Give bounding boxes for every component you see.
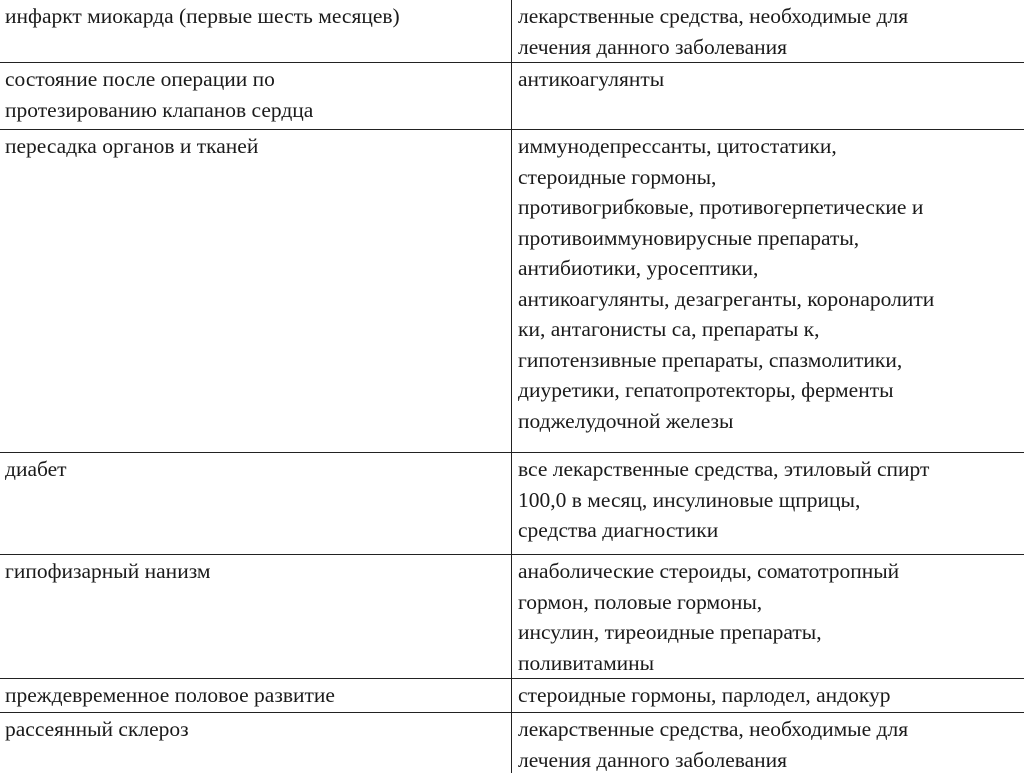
drugs-text: антибиотики, уросептики, bbox=[518, 253, 1022, 284]
drugs-text: инсулин, тиреоидные препараты, bbox=[518, 617, 1022, 648]
drugs-text: противогрибковые, противогерпетические и bbox=[518, 192, 1022, 223]
drugs-text: средства диагностики bbox=[518, 515, 1022, 546]
drugs-text: стероидные гормоны, bbox=[518, 162, 1022, 193]
table-row bbox=[0, 63, 1024, 130]
drugs-text: гипотензивные препараты, спазмолитики, bbox=[518, 345, 1022, 376]
drugs-text: анаболические стероиды, соматотропный bbox=[518, 556, 1022, 587]
condition-text: рассеянный склероз bbox=[5, 714, 507, 745]
drugs-cell bbox=[512, 453, 1024, 554]
table-row bbox=[0, 555, 1024, 679]
drugs-text: стероидные гормоны, парлодел, андокур bbox=[518, 680, 1022, 711]
drugs-cell bbox=[512, 713, 1024, 773]
condition-text: диабет bbox=[5, 454, 507, 485]
condition-text: пересадка органов и тканей bbox=[5, 131, 507, 162]
drugs-text: иммунодепрессанты, цитостатики, bbox=[518, 131, 1022, 162]
table-row bbox=[0, 679, 1024, 713]
condition-cell bbox=[0, 713, 512, 773]
table-row bbox=[0, 453, 1024, 555]
table-row bbox=[0, 130, 1024, 453]
drugs-cell bbox=[512, 555, 1024, 678]
condition-text: инфаркт миокарда (первые шесть месяцев) bbox=[5, 1, 507, 32]
condition-cell bbox=[0, 453, 512, 554]
condition-text: преждевременное половое развитие bbox=[5, 680, 507, 711]
drugs-cell bbox=[512, 63, 1024, 129]
drugs-text: противоиммуновирусные препараты, bbox=[518, 223, 1022, 254]
drugs-cell bbox=[512, 679, 1024, 712]
condition-cell bbox=[0, 679, 512, 712]
drugs-text: все лекарственные средства, этиловый спирт bbox=[518, 454, 1022, 485]
drugs-cell bbox=[512, 130, 1024, 452]
drugs-text: ки, антагонисты са, препараты к, bbox=[518, 314, 1022, 345]
drugs-text: поливитамины bbox=[518, 648, 1022, 679]
condition-cell bbox=[0, 130, 512, 452]
table-row bbox=[0, 713, 1024, 773]
drugs-text: лекарственные средства, необходимые для bbox=[518, 714, 1022, 745]
condition-text: состояние после операции по bbox=[5, 64, 507, 95]
drugs-text: антикоагулянты bbox=[518, 64, 1022, 95]
drugs-text: 100,0 в месяц, инсулиновые щприцы, bbox=[518, 485, 1022, 516]
condition-text: гипофизарный нанизм bbox=[5, 556, 507, 587]
condition-cell bbox=[0, 555, 512, 678]
drugs-text: диуретики, гепатопротекторы, ферменты bbox=[518, 375, 1022, 406]
drugs-text: поджелудочной железы bbox=[518, 406, 1022, 437]
table-row bbox=[0, 0, 1024, 63]
drugs-text: антикоагулянты, дезагреганты, коронаролити bbox=[518, 284, 1022, 315]
condition-cell bbox=[0, 0, 512, 62]
drugs-text: лечения данного заболевания bbox=[518, 745, 1022, 775]
condition-cell bbox=[0, 63, 512, 129]
condition-text: протезированию клапанов сердца bbox=[5, 95, 507, 126]
drugs-text: гормон, половые гормоны, bbox=[518, 587, 1022, 618]
drugs-cell bbox=[512, 0, 1024, 62]
drugs-text: лекарственные средства, необходимые для bbox=[518, 1, 1022, 32]
drugs-text: лечения данного заболевания bbox=[518, 32, 1022, 63]
